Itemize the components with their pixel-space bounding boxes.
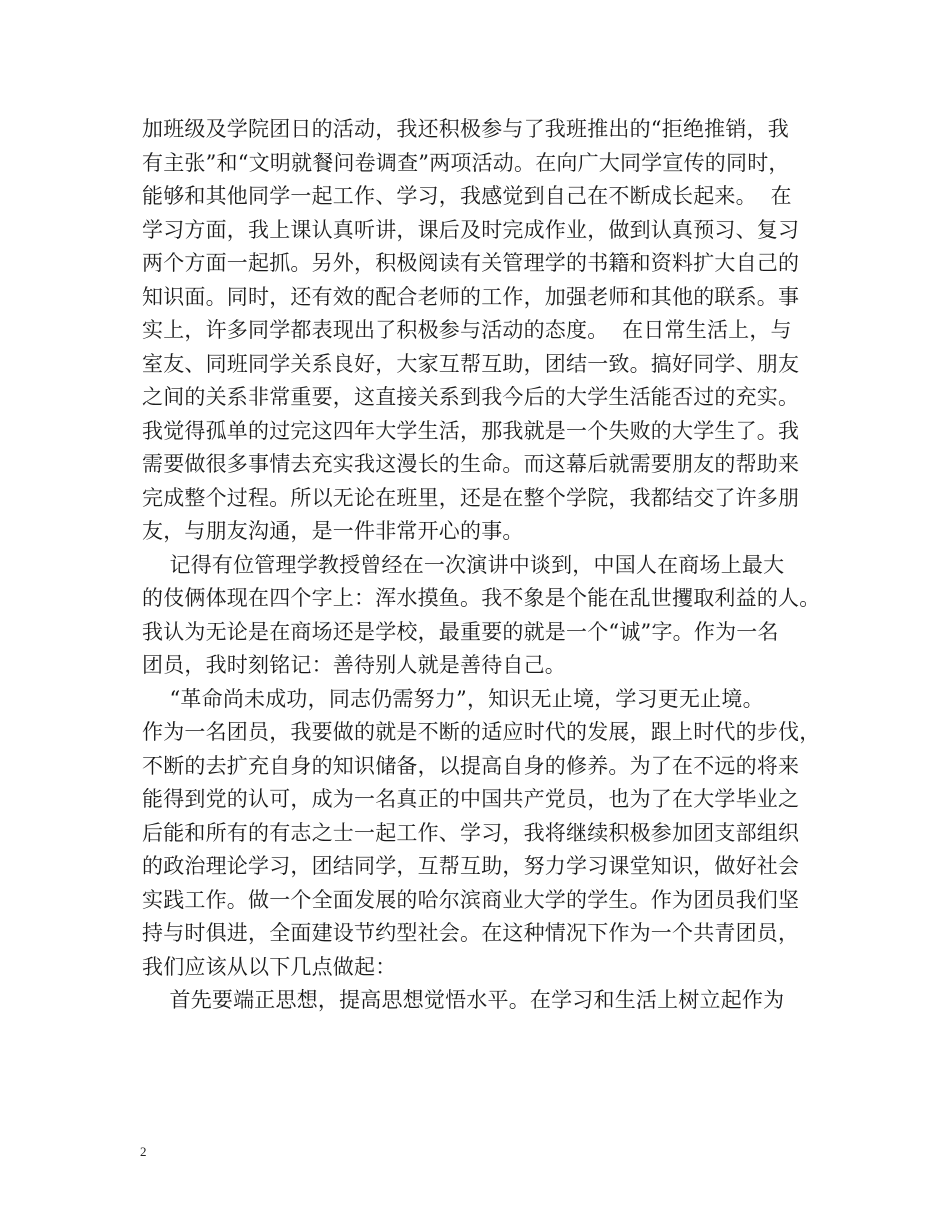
text-line: 有主张”和“文明就餐问卷调查”两项活动。在向广大同学宣传的同时， [142,150,790,175]
text-line: 两个方面一起抓。另外，积极阅读有关管理学的书籍和资料扩大自己的 [142,251,800,275]
text-line: 能够和其他同学一起工作、学习，我感觉到自己在不断成长起来。 在 [142,184,792,208]
text-line: 之间的关系非常重要，这直接关系到我今后的大学生活能否过的充实。 [142,385,800,409]
text-line: 首先要端正思想，提高思想觉悟水平。在学习和生活上树立起作为 [142,988,785,1012]
text-line: 持与时俱进，全面建设节约型社会。在这种情况下作为一个共青团员， [142,921,800,945]
page-number: 2 [140,1144,147,1159]
text-line: 后能和所有的有志之士一起工作、学习，我将继续积极参加团支部组织 [142,820,800,845]
text-line: 完成整个过程。所以无论在班里，还是在整个学院，我都结交了许多朋 [142,485,800,510]
text-line: 我认为无论是在商场还是学校，最重要的就是一个“诚”字。作为一名 [142,619,779,644]
text-line: 我觉得孤单的过完这四年大学生活，那我就是一个失败的大学生了。我 [142,418,800,443]
text-line: 能得到党的认可，成为一名真正的中国共产党员，也为了在大学毕业之 [142,787,800,811]
text-line: 不断的去扩充自身的知识储备，以提高自身的修养。为了在不远的将来 [142,753,800,778]
text-line: 团员，我时刻铭记：善待别人就是善待自己。 [142,653,566,677]
text-line: 作为一名团员，我要做的就是不断的适应时代的发展，跟上时代的步伐， [142,720,821,744]
text-line: 我们应该从以下几点做起： [142,954,397,979]
text-line: 实践工作。做一个全面发展的哈尔滨商业大学的学生。作为团员我们坚 [142,887,800,912]
text-line: “革命尚未成功，同志仍需努力”，知识无止境，学习更无止境。 [142,686,764,711]
text-line: 学习方面，我上课认真听讲，课后及时完成作业，做到认真预习、复习 [142,217,800,242]
text-line: 实上，许多同学都表现出了积极参与活动的态度。 在日常生活上，与 [142,318,792,342]
text-line: 的伎俩体现在四个字上：浑水摸鱼。我不象是个能在乱世攫取利益的人。 [142,586,821,610]
text-line: 记得有位管理学教授曾经在一次演讲中谈到，中国人在商场上最大 [142,552,785,577]
text-line: 室友、同班同学关系良好，大家互帮互助，团结一致。搞好同学、朋友 [142,351,800,376]
text-line: 知识面。同时，还有效的配合老师的工作，加强老师和其他的联系。事 [142,284,800,309]
text-line: 需要做很多事情去充实我这漫长的生命。而这幕后就需要朋友的帮助来 [142,452,800,476]
text-line: 的政治理论学习，团结同学，互帮互助，努力学习课堂知识，做好社会 [142,854,800,878]
text-line: 友，与朋友沟通，是一件非常开心的事。 [142,519,524,543]
body-text [142,113,822,1018]
text-line: 加班级及学院团日的活动，我还积极参与了我班推出的“拒绝推销，我 [142,117,789,141]
